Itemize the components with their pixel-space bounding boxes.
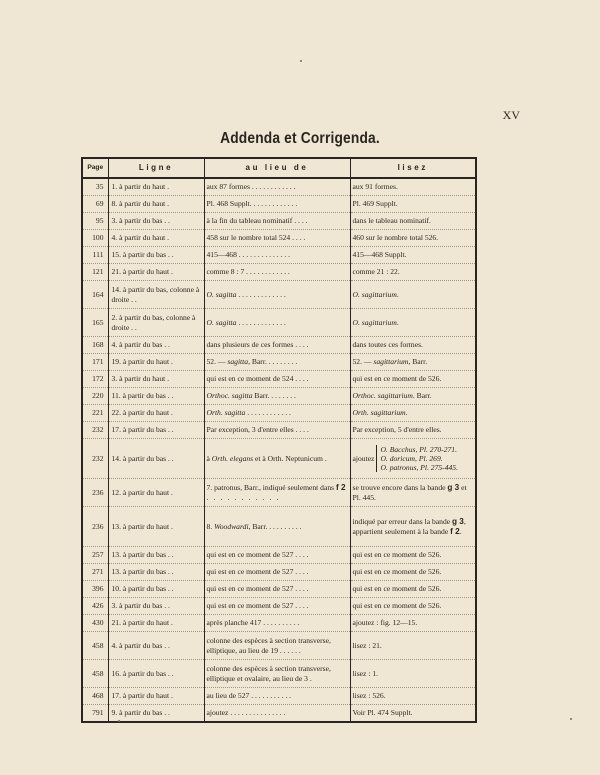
- table-row: [82, 547, 476, 564]
- cell-page: 791: [82, 705, 108, 723]
- cell-line: 19. à partir du haut .: [108, 354, 204, 371]
- table-row: [82, 581, 476, 598]
- cell-instead: 8. Woodwardi, Barr. . . . . . . . . .: [204, 507, 350, 547]
- cell-line: 21. à partir du haut .: [108, 264, 204, 281]
- cell-line: 4. à partir du bas . .: [108, 632, 204, 660]
- table-row: [82, 371, 476, 388]
- cell-read: Par exception, 5 d'entre elles.: [350, 422, 476, 439]
- addition-group: [353, 445, 474, 472]
- table-row: [82, 507, 476, 547]
- table-row: [82, 405, 476, 422]
- cell-read: lisez : 1.: [350, 660, 476, 688]
- header-instead: au lieu de: [204, 158, 350, 178]
- cell-page: 396: [82, 581, 108, 598]
- cell-page: 171: [82, 354, 108, 371]
- page-title: Addenda et Corrigenda.: [220, 130, 380, 147]
- cell-instead: au lieu de 527 . . . . . . . . . . .: [204, 688, 350, 705]
- header-page: Page: [82, 158, 108, 178]
- cell-read: qui est en ce moment de 526.: [350, 371, 476, 388]
- cell-line: 11. à partir du bas . .: [108, 388, 204, 405]
- cell-instead: colonne des espèces à section transverse, elliptique et ovalaire, au lieu de 3 .: [204, 660, 350, 688]
- taxon-name: sagitta: [227, 357, 249, 367]
- cell-page: 232: [82, 422, 108, 439]
- table-row: [82, 354, 476, 371]
- table-row: [82, 632, 476, 660]
- table-row: [82, 688, 476, 705]
- band-label: f 2: [450, 526, 460, 536]
- header-line: Ligne: [108, 158, 204, 178]
- cell-instead: 415—468 . . . . . . . . . . . . . .: [204, 247, 350, 264]
- cell-page: 69: [82, 196, 108, 213]
- cell-page: 111: [82, 247, 108, 264]
- table-row: [82, 281, 476, 309]
- taxon-name: O. sagitta: [206, 317, 237, 327]
- cell-line: 13. à partir du bas . .: [108, 547, 204, 564]
- cell-instead: ajoutez . . . . . . . . . . . . . . .: [204, 705, 350, 723]
- cell-page: 430: [82, 615, 108, 632]
- cell-page: 168: [82, 337, 108, 354]
- corrigenda-table: [81, 157, 477, 723]
- taxon-name: Orthoc. sagittarium: [352, 391, 413, 401]
- cell-page: 257: [82, 547, 108, 564]
- table-row: [82, 213, 476, 230]
- table-header-row: [82, 158, 476, 178]
- cell-instead: O. sagitta . . . . . . . . . . . . .: [204, 281, 350, 309]
- taxon-name: O. sagitta: [206, 289, 237, 299]
- cell-instead: qui est en ce moment de 527 . . . .: [204, 598, 350, 615]
- cell-read: Orth. sagittarium.: [350, 405, 476, 422]
- addition-prefix: ajoutez: [352, 453, 375, 463]
- cell-instead: qui est en ce moment de 527 . . . .: [204, 581, 350, 598]
- cell-read: 52. — sagittarium, Barr.: [350, 354, 476, 371]
- cell-line: 9. à partir du bas . .: [108, 705, 204, 723]
- cell-page: 426: [82, 598, 108, 615]
- addition-item: O. Bacchus, Pl. 270-271.: [380, 444, 457, 454]
- cell-instead: colonne des espèces à section transverse, elliptique, au lieu de 19 . . . . . .: [204, 632, 350, 660]
- cell-read: dans toutes ces formes.: [350, 337, 476, 354]
- cell-line: 2. à partir du bas, colonne à droite . .: [108, 309, 204, 337]
- table-row: [82, 705, 476, 723]
- cell-read: [350, 507, 476, 547]
- cell-read: 415—468 Supplt.: [350, 247, 476, 264]
- header-read: lisez: [350, 158, 476, 178]
- cell-line: 12. à partir du haut .: [108, 479, 204, 507]
- cell-instead: après planche 417 . . . . . . . . . .: [204, 615, 350, 632]
- cell-instead: à la fin du tableau nominatif . . . .: [204, 213, 350, 230]
- cell-line: 13. à partir du bas . .: [108, 564, 204, 581]
- cell-instead: aux 87 formes . . . . . . . . . . . .: [204, 178, 350, 196]
- cell-page: 164: [82, 281, 108, 309]
- cell-page: 232: [82, 439, 108, 479]
- cell-page: 35: [82, 178, 108, 196]
- cell-line: 14. à partir du bas . .: [108, 439, 204, 479]
- cell-page: 172: [82, 371, 108, 388]
- band-label: f 2: [336, 482, 346, 492]
- cell-read: O. sagittarium.: [350, 281, 476, 309]
- cell-instead: qui est en ce moment de 527 . . . .: [204, 564, 350, 581]
- cell-page: 95: [82, 213, 108, 230]
- addition-item: O. doricum, Pl. 269.: [380, 453, 443, 463]
- table-row: [82, 337, 476, 354]
- taxon-name: Woodwardi: [214, 521, 249, 531]
- band-label: g 3: [452, 516, 464, 526]
- cell-read: qui est en ce moment de 526.: [350, 581, 476, 598]
- cell-line: 10. à partir du bas . .: [108, 581, 204, 598]
- table-row: [82, 264, 476, 281]
- cell-line: 16. à partir du bas . .: [108, 660, 204, 688]
- cell-instead: O. sagitta . . . . . . . . . . . . .: [204, 309, 350, 337]
- taxon-name: O. sagittarium: [352, 317, 397, 327]
- taxon-name: O. sagittarium: [352, 289, 397, 299]
- paper-speck: [570, 718, 572, 720]
- table-row: [82, 660, 476, 688]
- taxon-name: Orth. sagitta: [206, 408, 246, 418]
- cell-page: 236: [82, 479, 108, 507]
- read-text: .: [459, 526, 462, 536]
- table-row: [82, 230, 476, 247]
- cell-line: 17. à partir du haut .: [108, 688, 204, 705]
- cell-line: 3. à partir du bas . .: [108, 213, 204, 230]
- paper-speck: [300, 60, 302, 62]
- cell-instead: Par exception, 3 d'entre elles . . . .: [204, 422, 350, 439]
- cell-page: 468: [82, 688, 108, 705]
- cell-page: 271: [82, 564, 108, 581]
- read-text: , appartient seulement à la bande: [352, 516, 466, 536]
- cell-read: 460 sur le nombre total 526.: [350, 230, 476, 247]
- cell-instead: qui est en ce moment de 524 . . . .: [204, 371, 350, 388]
- instead-text: 7. patronus, Barr., indiqué seulement dans: [206, 482, 335, 492]
- cell-instead: dans plusieurs de ces formes . . . .: [204, 337, 350, 354]
- table-row: [82, 247, 476, 264]
- leader-dots: . . . . . . . . . . .: [206, 492, 280, 502]
- cell-read: Orthoc. sagittarium. Barr.: [350, 388, 476, 405]
- cell-read: qui est en ce moment de 526.: [350, 564, 476, 581]
- table-row: [82, 309, 476, 337]
- taxon-name: Orthoc. sagitta: [206, 391, 253, 401]
- cell-line: 8. à partir du haut .: [108, 196, 204, 213]
- cell-line: 1. à partir du haut .: [108, 178, 204, 196]
- page-number: XV: [502, 108, 520, 122]
- cell-read: qui est en ce moment de 526.: [350, 547, 476, 564]
- cell-page: 220: [82, 388, 108, 405]
- table-body: [82, 178, 476, 722]
- paper-speck: [118, 720, 120, 722]
- table-row: [82, 178, 476, 196]
- cell-read: ajoutez : fig. 12—15.: [350, 615, 476, 632]
- table-row: [82, 196, 476, 213]
- cell-page: 221: [82, 405, 108, 422]
- cell-line: 17. à partir du bas . .: [108, 422, 204, 439]
- cell-page: 121: [82, 264, 108, 281]
- cell-instead: [204, 479, 350, 507]
- cell-read: dans le tableau nominatif.: [350, 213, 476, 230]
- cell-line: 15. à partir du bas . .: [108, 247, 204, 264]
- taxon-name: sagittarium: [373, 357, 409, 367]
- table-row: [82, 615, 476, 632]
- cell-page: 100: [82, 230, 108, 247]
- cell-page: 165: [82, 309, 108, 337]
- cell-read: [350, 439, 476, 479]
- cell-read: Pl. 469 Supplt.: [350, 196, 476, 213]
- brace-list: [376, 445, 458, 472]
- read-text: se trouve encore dans la bande: [352, 482, 446, 492]
- cell-read: qui est en ce moment de 526.: [350, 598, 476, 615]
- cell-instead: Orth. sagitta . . . . . . . . . . . .: [204, 405, 350, 422]
- cell-instead: 52. — sagitta, Barr. . . . . . . . .: [204, 354, 350, 371]
- cell-read: Voir Pl. 474 Supplt.: [350, 705, 476, 723]
- cell-read: lisez : 21.: [350, 632, 476, 660]
- cell-read: aux 91 formes.: [350, 178, 476, 196]
- cell-page: 458: [82, 632, 108, 660]
- cell-instead: Orthoc. sagitta Barr. . . . . . . .: [204, 388, 350, 405]
- read-text: et Pl. 445.: [352, 482, 467, 502]
- table-row: [82, 564, 476, 581]
- cell-read: O. sagittarium.: [350, 309, 476, 337]
- cell-page: 236: [82, 507, 108, 547]
- cell-line: 13. à partir du haut .: [108, 507, 204, 547]
- cell-read: comme 21 : 22.: [350, 264, 476, 281]
- cell-instead: comme 8 : 7 . . . . . . . . . . . .: [204, 264, 350, 281]
- cell-line: 22. à partir du haut .: [108, 405, 204, 422]
- cell-line: 3. à partir du bas . .: [108, 598, 204, 615]
- cell-instead: 458 sur le nombre total 524 . . . .: [204, 230, 350, 247]
- table-row: [82, 598, 476, 615]
- table-row: [82, 479, 476, 507]
- cell-line: 14. à partir du bas, colonne à droite . .: [108, 281, 204, 309]
- cell-page: 458: [82, 660, 108, 688]
- table-row: [82, 388, 476, 405]
- cell-line: 4. à partir du haut .: [108, 230, 204, 247]
- taxon-name: Orth. sagittarium: [352, 408, 406, 418]
- taxon-name: Orth. elegans: [211, 453, 254, 463]
- cell-read: [350, 479, 476, 507]
- cell-instead: qui est en ce moment de 527 . . . .: [204, 547, 350, 564]
- table-row: [82, 422, 476, 439]
- read-text: indiqué par erreur dans la bande: [352, 516, 451, 526]
- band-label: g 3: [447, 482, 460, 492]
- table-row: [82, 439, 476, 479]
- addition-item: O. patronus, Pl. 275-445.: [380, 463, 458, 473]
- cell-read: lisez : 526.: [350, 688, 476, 705]
- cell-line: 21. à partir du haut .: [108, 615, 204, 632]
- cell-line: 3. à partir du haut .: [108, 371, 204, 388]
- cell-instead: à Orth. elegans et à Orth. Neptunicum .: [204, 439, 350, 479]
- cell-instead: Pl. 468 Supplt. . . . . . . . . . . . .: [204, 196, 350, 213]
- cell-line: 4. à partir du bas . .: [108, 337, 204, 354]
